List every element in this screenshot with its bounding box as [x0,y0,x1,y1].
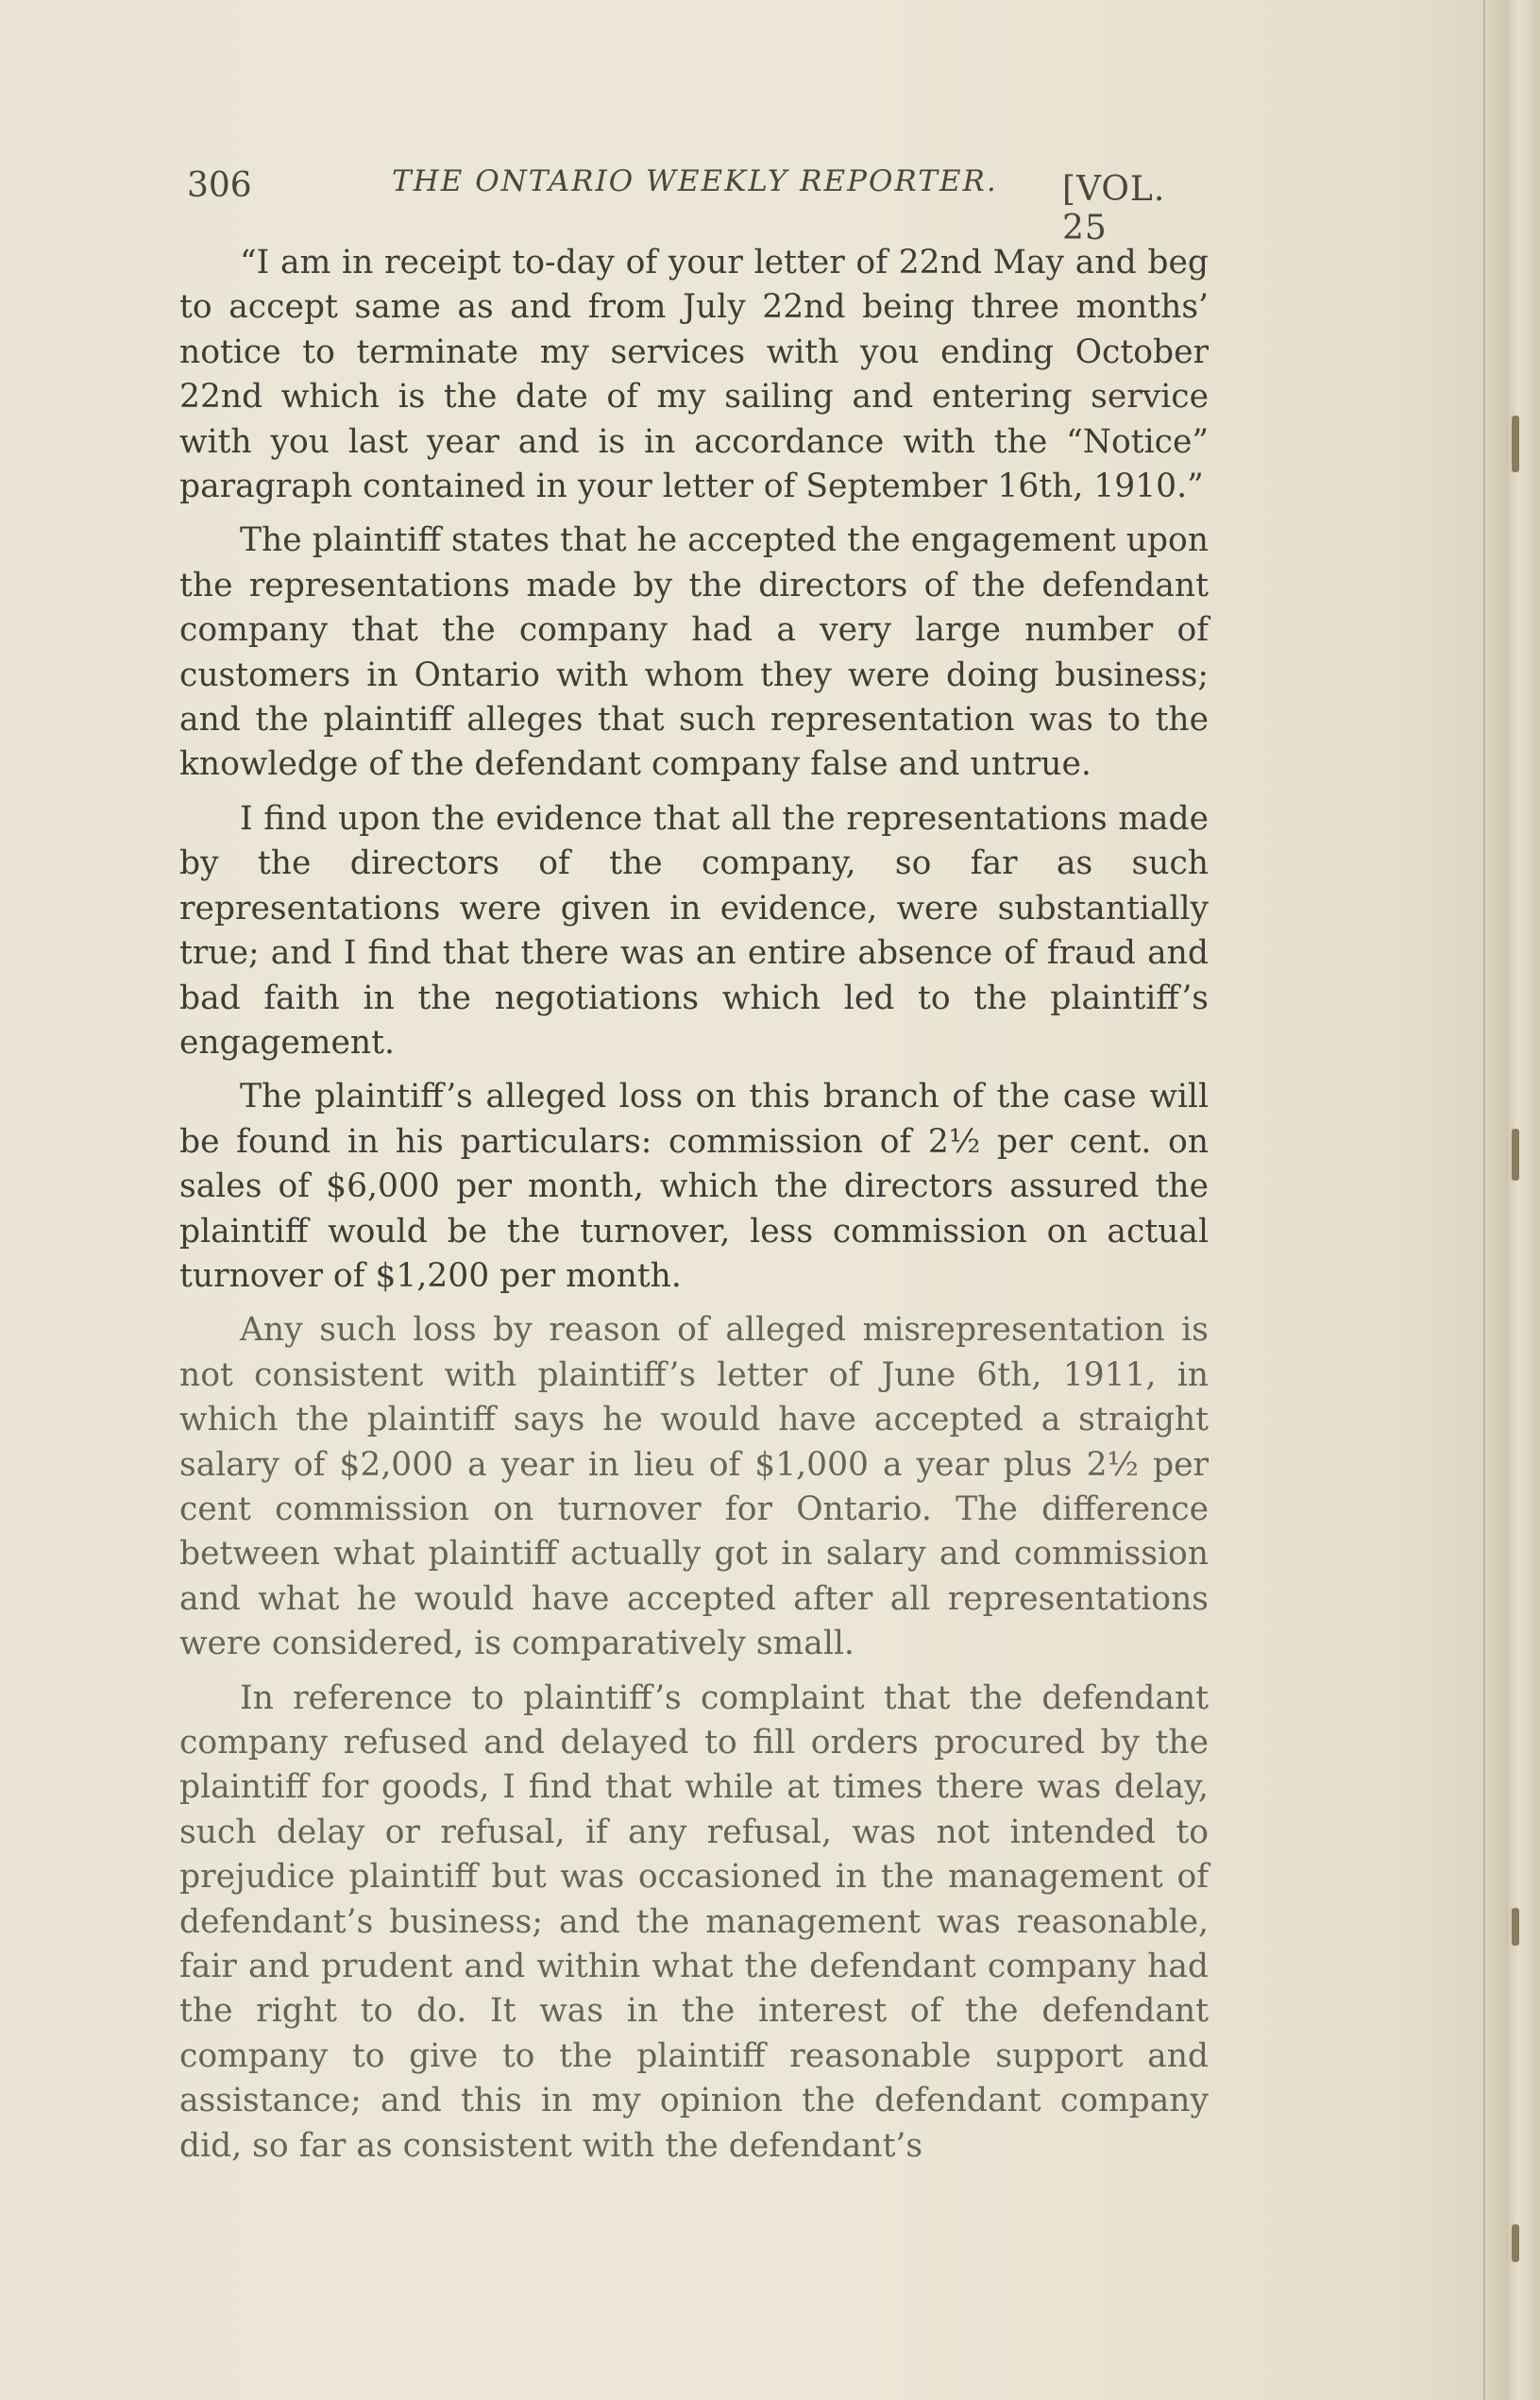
paragraph-alleged-loss: The plaintiff’s alleged loss on this branch of the case will be found in his particulars: commission of 2½ per cent. on sales of $6,000 per month, which the directors assured the plaintiff would be the turnover, less commission on actual turnover of $1,200 per month. [179,1078,1209,1295]
volume-label: [VOL. 25 [1062,170,1166,247]
paragraph-misrepresentation: Any such loss by reason of alleged misrepresentation is not consistent with plaintiff’s letter of June 6th, 1911, in which the plaintiff says he would have accepted a straight salary of $2,000 a year in lieu of $1,000 a year plus 2½ per cent commission on turnover for Ontario. The difference between what plaintiff actually got in salary and commission and what he would have accepted after all representations were considered, is comparatively small. [179,1311,1209,1663]
running-header [179,161,1209,247]
paragraph-orders-delay: In reference to plaintiff’s complaint that the defendant company refused and delayed to fill orders procured by the plaintiff for goods, I find that while at times there was delay, such delay or refusal, if any refusal, was not intended to prejudice plaintiff but was occasioned in the management of defendant’s business; and the management was reasonable, fair and prudent and within what the defendant company had the right to do. It was in the interest of the defendant company to give to the plaintiff reasonable support and assistance; and this in my opinion the defendant company did, so far as consistent with the defendant’s [179,1678,1209,2165]
body-text [179,241,1209,2178]
paragraph-plaintiff-states: The plaintiff states that he accepted the engagement upon the representations made by the directors of the defendant company that the company had a very large number of customers in Ontario with whom they were doing business; and the plaintiff alleges that such representation was to the knowledge of the defendant company false and untrue. [179,521,1209,784]
running-title: THE ONTARIO WEEKLY REPORTER. [392,164,998,198]
binding-thread [1512,416,1519,472]
binding-edge [1483,0,1540,2400]
page-number: 306 [187,166,252,205]
paragraph-quoted-letter: “I am in receipt to-day of your letter of 22nd May and beg to accept same as and from July 22nd being three months’ notice to terminate my services with you ending October 22nd which is the date of my sailing and entering service with you last year and is in accordance with the “Notice” paragraph contained in your letter of September 16th, 1910.” [179,244,1209,506]
binding-thread [1512,1129,1519,1181]
binding-thread [1512,2224,1519,2262]
binding-thread [1512,1908,1519,1946]
paragraph-finding-representations: I find upon the evidence that all the representations made by the directors of the company, so far as such representations were given in evidence, were substantially true; and I find that there was an entire absence of fraud and bad faith in the negotiations which led to the plaintiff’s engagement. [179,799,1209,1062]
